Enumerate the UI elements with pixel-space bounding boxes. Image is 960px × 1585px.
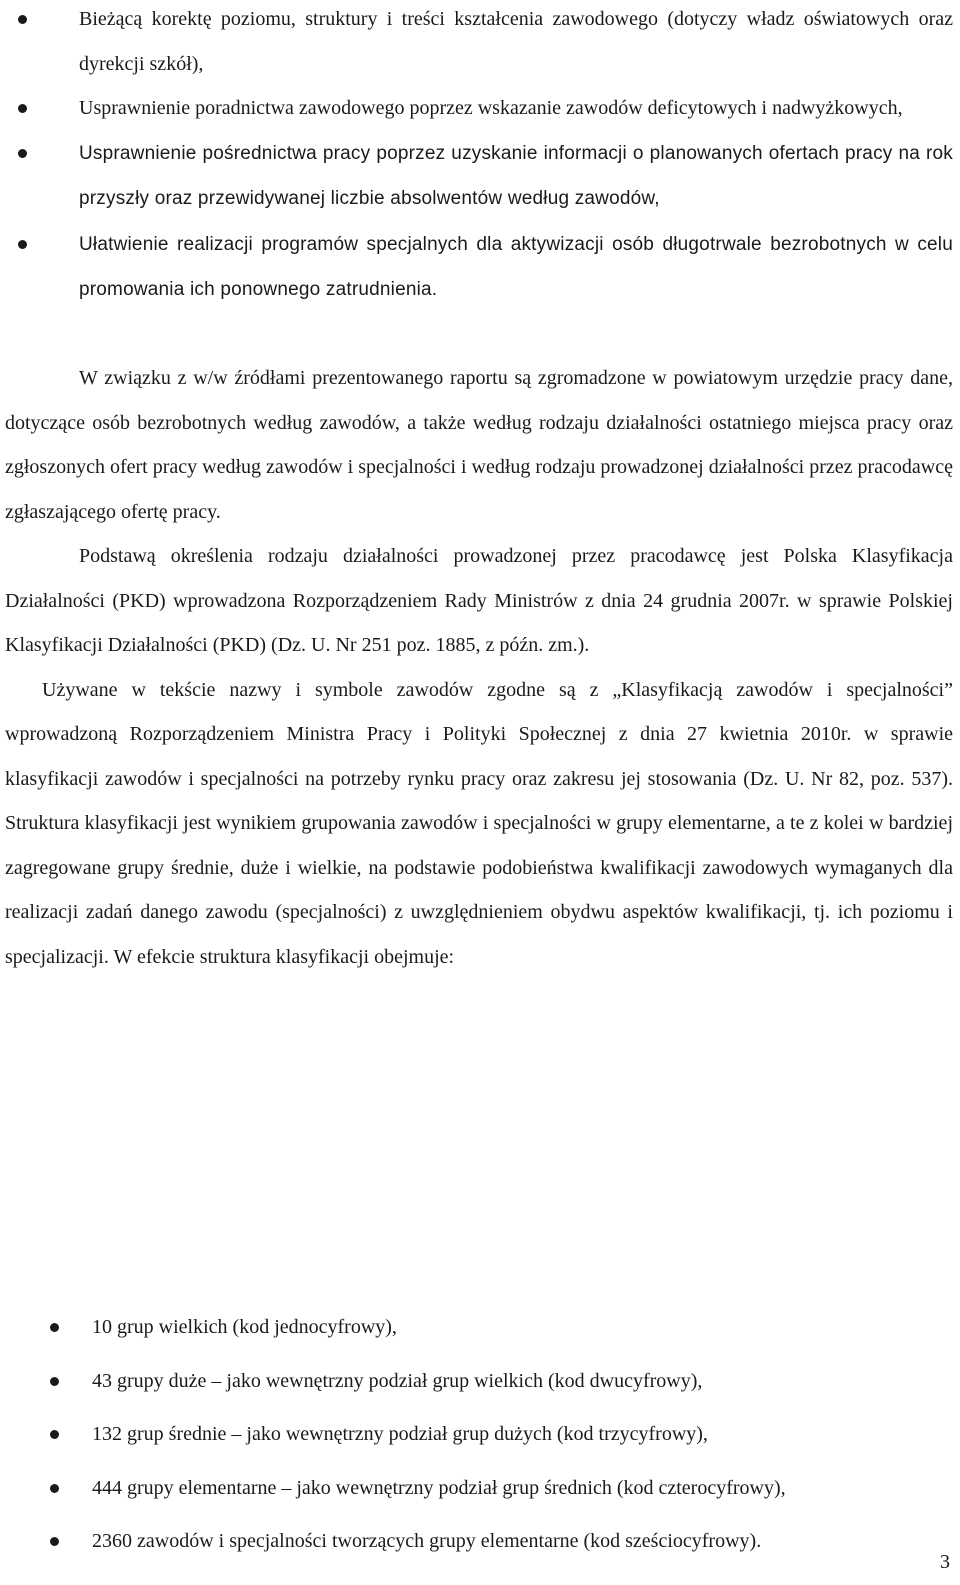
- list-item: [0, 131, 953, 222]
- list-item-text: 43 grupy duże – jako wewnętrzny podział grup wielkich (kod dwucyfrowy),: [92, 1369, 703, 1392]
- classification-structure-list: [0, 1305, 953, 1573]
- page-number: 3: [940, 1551, 950, 1573]
- bullet-icon: [50, 1484, 59, 1493]
- list-item-text: Usprawnienie pośrednictwa pracy poprzez uzyskanie informacji o planowanych ofertach pracy na rok przyszły oraz przewidywanej liczbie absolwentów według zawodów,: [79, 142, 953, 209]
- objectives-list: [0, 0, 953, 313]
- list-item: [0, 0, 953, 86]
- list-item: [0, 1412, 953, 1457]
- bullet-icon: [18, 149, 27, 158]
- bullet-icon: [18, 104, 27, 113]
- list-item-text: Usprawnienie poradnictwa zawodowego poprzez wskazanie zawodów deficytowych i nadwyżkowych,: [79, 97, 903, 119]
- list-item: [0, 222, 953, 313]
- list-item: [0, 86, 953, 131]
- list-item-text: Ułatwienie realizacji programów specjalnych dla aktywizacji osób długotrwale bezrobotnych w celu promowania ich ponownego zatrudnienia.: [79, 233, 953, 300]
- list-item: [0, 1519, 953, 1564]
- bullet-icon: [18, 240, 27, 249]
- bullet-icon: [18, 15, 27, 24]
- list-item: [0, 1359, 953, 1404]
- bullet-icon: [50, 1430, 59, 1439]
- list-item: [0, 1466, 953, 1511]
- list-item-text: 444 grupy elementarne – jako wewnętrzny podział grup średnich (kod czterocyfrowy),: [92, 1476, 786, 1499]
- list-item-text: 2360 zawodów i specjalności tworzących grupy elementarne (kod sześciocyfrowy).: [92, 1530, 762, 1552]
- body-text: [5, 356, 953, 979]
- list-item: [0, 1305, 953, 1350]
- bullet-icon: [50, 1537, 59, 1546]
- paragraph-pkd: Podstawą określenia rodzaju działalności prowadzonej przez pracodawcę jest Polska Klasyfikacja Działalności (PKD) wprowadzona Rozporządzeniem Rady Ministrów z dnia 24 grudnia 2007r. w sprawie Polskiej Klasyfikacji Działalności (PKD) (Dz. U. Nr 251 poz. 1885, z późn. zm.).: [5, 545, 953, 656]
- list-item-text: 10 grup wielkich (kod jednocyfrowy),: [92, 1316, 397, 1338]
- bullet-icon: [50, 1323, 59, 1332]
- list-item-text: 132 grup średnie – jako wewnętrzny podział grup dużych (kod trzycyfrowy),: [92, 1423, 708, 1445]
- paragraph-sources: W związku z w/w źródłami prezentowanego raportu są zgromadzone w powiatowym urzędzie pracy dane, dotyczące osób bezrobotnych według zawodów, a także według rodzaju działalności ostatniego miejsca pracy oraz zgłoszonych ofert pracy według zawodów i specjalności i według rodzaju prowadzonej działalności przez pracodawcę zgłaszającego ofertę pracy.: [5, 367, 953, 523]
- list-item-text: Bieżącą korektę poziomu, struktury i treści kształcenia zawodowego (dotyczy władz oświatowych oraz dyrekcji szkół),: [79, 8, 953, 75]
- bullet-icon: [50, 1377, 59, 1386]
- paragraph-classification: Używane w tekście nazwy i symbole zawodów zgodne są z „Klasyfikacją zawodów i specjalności” wprowadzoną Rozporządzeniem Ministra Pracy i Polityki Społecznej z dnia 27 kwietnia 2010r. w sprawie klasyfikacji zawodów i specjalności na potrzeby rynku pracy oraz zakresu jej stosowania (Dz. U. Nr 82, poz. 537). Struktura klasyfikacji jest wynikiem grupowania zawodów i specjalności w grupy elementarne, a te z kolei w bardziej zagregowane grupy średnie, duże i wielkie, na podstawie podobieństwa kwalifikacji zawodowych wymaganych dla realizacji zadań danego zawodu (specjalności) z uwzględnieniem obydwu aspektów kwalifikacji, tj. ich poziomu i specjalizacji. W efekcie struktura klasyfikacji obejmuje:: [5, 678, 953, 968]
